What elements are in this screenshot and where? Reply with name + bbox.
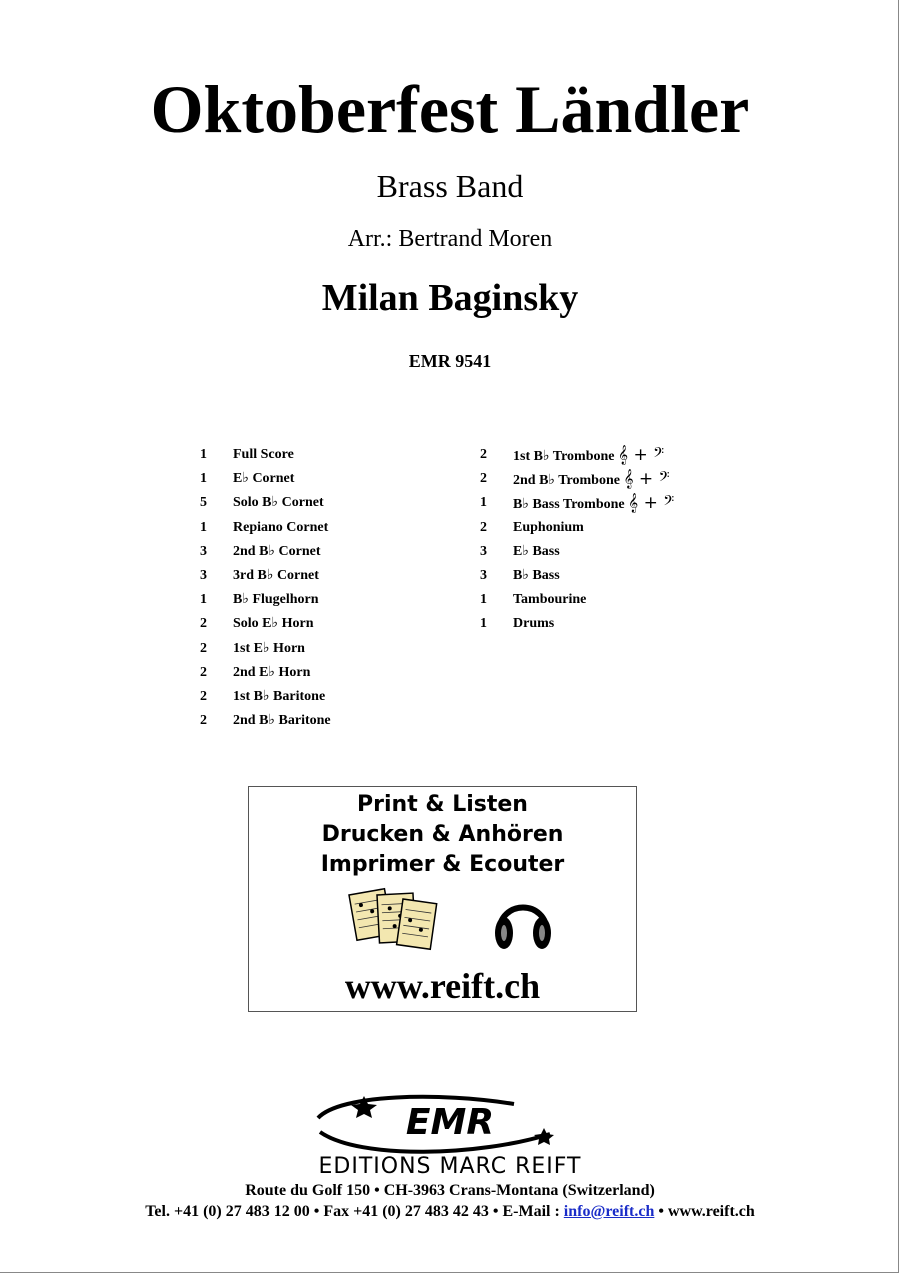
headphones-icon xyxy=(495,908,551,950)
publisher-contact xyxy=(0,1203,900,1221)
part-quantity: 5 xyxy=(200,495,207,511)
part-name: 2nd E♭ Horn xyxy=(233,664,311,680)
catalog-number: EMR 9541 xyxy=(408,351,492,371)
clef-icon: 𝄞 + 𝄢 xyxy=(628,493,675,514)
email-link[interactable]: info@reift.ch xyxy=(563,1203,655,1220)
part-name: B♭ Bass xyxy=(513,567,560,583)
part-name: 1st B♭ Trombone 𝄞 + 𝄢 xyxy=(513,445,665,465)
promo-line-3: Imprimer & Ecouter xyxy=(320,852,565,877)
part-name: 2nd B♭ Cornet xyxy=(233,543,321,559)
part-quantity: 1 xyxy=(200,447,207,462)
part-quantity: 2 xyxy=(480,519,487,535)
contact-website[interactable]: • www.reift.ch xyxy=(654,1203,755,1220)
page-title: Oktoberfest Ländler xyxy=(150,71,750,147)
promo-url[interactable]: www.reift.ch xyxy=(344,966,541,1006)
part-quantity: 2 xyxy=(200,688,207,704)
composer: Milan Baginsky xyxy=(321,277,579,319)
part-quantity: 3 xyxy=(480,543,487,559)
part-quantity: 1 xyxy=(480,616,487,632)
part-name: Repiano Cornet xyxy=(233,519,329,535)
part-quantity: 2 xyxy=(200,640,207,656)
subtitle: Brass Band xyxy=(376,168,524,204)
part-name: E♭ Cornet xyxy=(233,471,295,487)
part-name: Solo B♭ Cornet xyxy=(233,495,324,511)
part-quantity: 3 xyxy=(200,543,207,559)
part-name: B♭ Bass Trombone 𝄞 + 𝄢 xyxy=(513,493,675,514)
part-quantity: 2 xyxy=(480,471,487,487)
part-quantity: 1 xyxy=(200,471,207,487)
part-quantity: 1 xyxy=(200,519,207,535)
print-listen-box[interactable] xyxy=(248,786,637,1012)
sheet-music-icon xyxy=(349,889,437,950)
part-quantity: 3 xyxy=(480,567,487,583)
part-name: E♭ Bass xyxy=(513,543,560,559)
part-name: Tambourine xyxy=(513,592,587,608)
arranger: Arr.: Bertrand Moren xyxy=(347,226,553,252)
emr-logo xyxy=(300,1090,600,1160)
promo-line-2: Drucken & Anhören xyxy=(321,822,564,847)
part-name: Drums xyxy=(513,616,555,632)
part-quantity: 3 xyxy=(200,567,207,583)
publisher-name: EDITIONS MARC REIFT xyxy=(318,1154,582,1179)
part-name: 3rd B♭ Cornet xyxy=(233,567,319,583)
part-name: 2nd B♭ Baritone xyxy=(233,713,331,729)
svg-text:EMR: EMR xyxy=(405,1102,495,1143)
part-quantity: 2 xyxy=(480,447,487,462)
part-name: Solo E♭ Horn xyxy=(233,616,314,632)
publisher-address: Route du Golf 150 • CH-3963 Crans-Montana (Switzerland) xyxy=(245,1182,655,1199)
part-name: 1st B♭ Baritone xyxy=(233,688,326,704)
part-quantity: 2 xyxy=(200,616,207,632)
part-name: 2nd B♭ Trombone 𝄞 + 𝄢 xyxy=(513,469,670,490)
part-name: 1st E♭ Horn xyxy=(233,640,305,656)
part-quantity: 1 xyxy=(480,495,487,511)
part-quantity: 2 xyxy=(200,713,207,729)
clef-icon: 𝄞 + 𝄢 xyxy=(623,469,670,490)
promo-line-1: Print & Listen xyxy=(357,792,528,817)
part-quantity: 1 xyxy=(480,592,487,608)
part-name: B♭ Flugelhorn xyxy=(233,592,319,608)
clef-icon: 𝄞 + 𝄢 xyxy=(618,445,665,465)
part-quantity: 2 xyxy=(200,664,207,680)
part-quantity: 1 xyxy=(200,592,207,608)
contact-phone-fax: Tel. +41 (0) 27 483 12 00 • Fax +41 (0) 27 483 42 43 • E-Mail : xyxy=(145,1203,564,1220)
part-name: Euphonium xyxy=(513,519,584,535)
part-name: Full Score xyxy=(233,447,294,462)
